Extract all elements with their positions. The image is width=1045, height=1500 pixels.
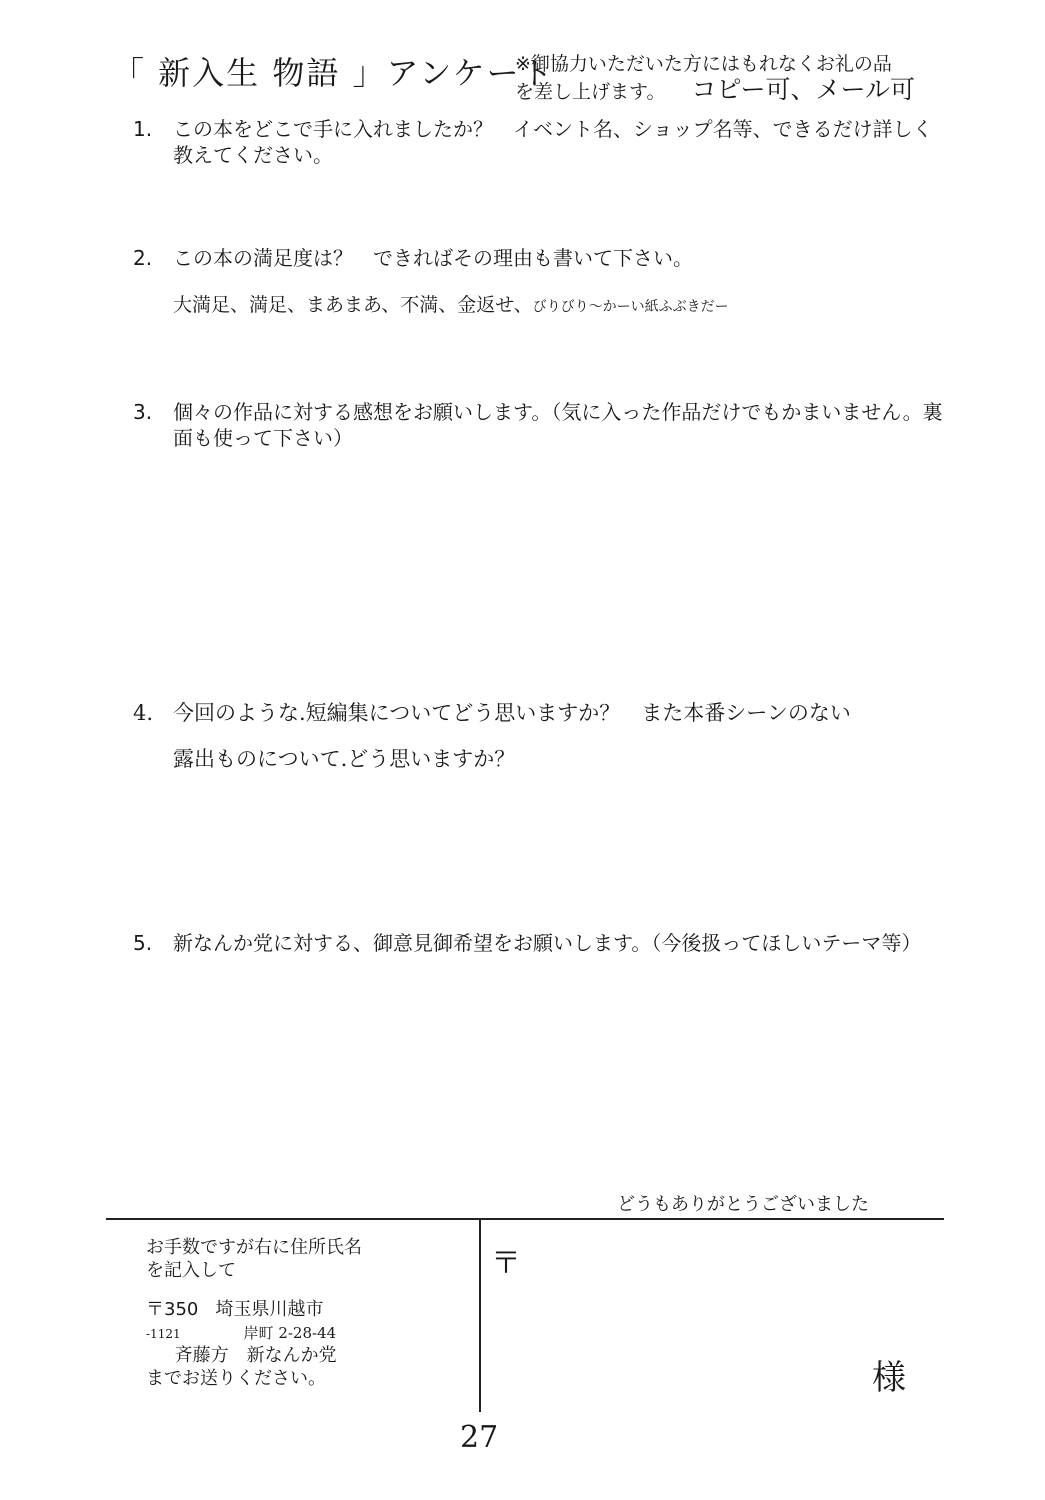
satisfaction-hand-option: びりびり〜かーい紙ふぶきだー [532,299,729,315]
gift-note-line1: ※御協力いただいた方にはもれなくお礼の品 [515,53,892,75]
question-text: 新なんか党に対する、御意見御希望をお願いします。（今後扱ってほしいテーマ等） [173,931,922,955]
satisfaction-scale [173,290,729,317]
thanks-message: どうもありがとうございました [617,1194,869,1215]
address-row-street [146,1321,466,1344]
address-row-city [146,1298,466,1321]
question-text: この本をどこで手に入れましたか？ イベント名、ショップ名等、できるだけ詳しく教えてください。 [173,117,933,167]
satisfaction-options: 大満足、満足、まあまあ、不満、金返せ、 [173,294,533,316]
question-number: 5. [133,931,153,955]
address-row-closing [146,1367,466,1390]
gift-note-line2 [515,77,955,105]
question-text: 個々の作品に対する感想をお願いします。（気に入った作品だけでもかまいません。裏面も使って下さい） [173,400,943,450]
question-1 [133,116,953,176]
page-number: 27 [460,1420,499,1455]
postal-code: 〒350 [146,1299,199,1320]
survey-title: 「 新入生 物語 」アンケート [112,54,555,92]
care-of: 斉藤方 新なんか党 [174,1345,337,1366]
address-row-care-of [146,1344,466,1367]
mail-instruction-line1: お手数ですが右に住所氏名 [146,1237,362,1258]
street-address: 岸町 2-28-44 [243,1324,337,1342]
question-4 [133,700,953,790]
honorific-sama: 様 [872,1358,906,1398]
copy-mail-ok-note: コピー可、メール可 [691,75,915,104]
question-5 [133,930,953,990]
gift-note-line2-text: を差し上げます。 [515,81,666,103]
prefecture-city: 埼玉県川越市 [215,1299,324,1320]
mail-instruction [146,1236,466,1282]
footer-divider [106,1218,944,1220]
question-text-line2: 露出ものについて.どう思いますか？ [173,747,516,771]
postal-code-suffix: -1121 [146,1327,181,1341]
question-3 [133,399,953,459]
question-number: 3. [133,400,153,424]
question-text-line1: 今回のような.短編集についてどう思いますか？ また本番シーンのない [173,701,851,725]
closing-text: までお送りください。 [146,1368,326,1389]
return-address [146,1298,466,1390]
address-divider [479,1220,481,1412]
question-text: この本の満足度は？ できればその理由も書いて下さい。 [173,246,693,270]
question-2 [133,245,953,275]
question-number: 2. [133,246,153,270]
postal-mark: 〒 [491,1246,521,1281]
question-number: 1. [133,117,153,141]
mail-instruction-line2: を記入して [146,1260,236,1281]
gift-note [515,52,955,105]
question-number: 4. [133,701,154,725]
